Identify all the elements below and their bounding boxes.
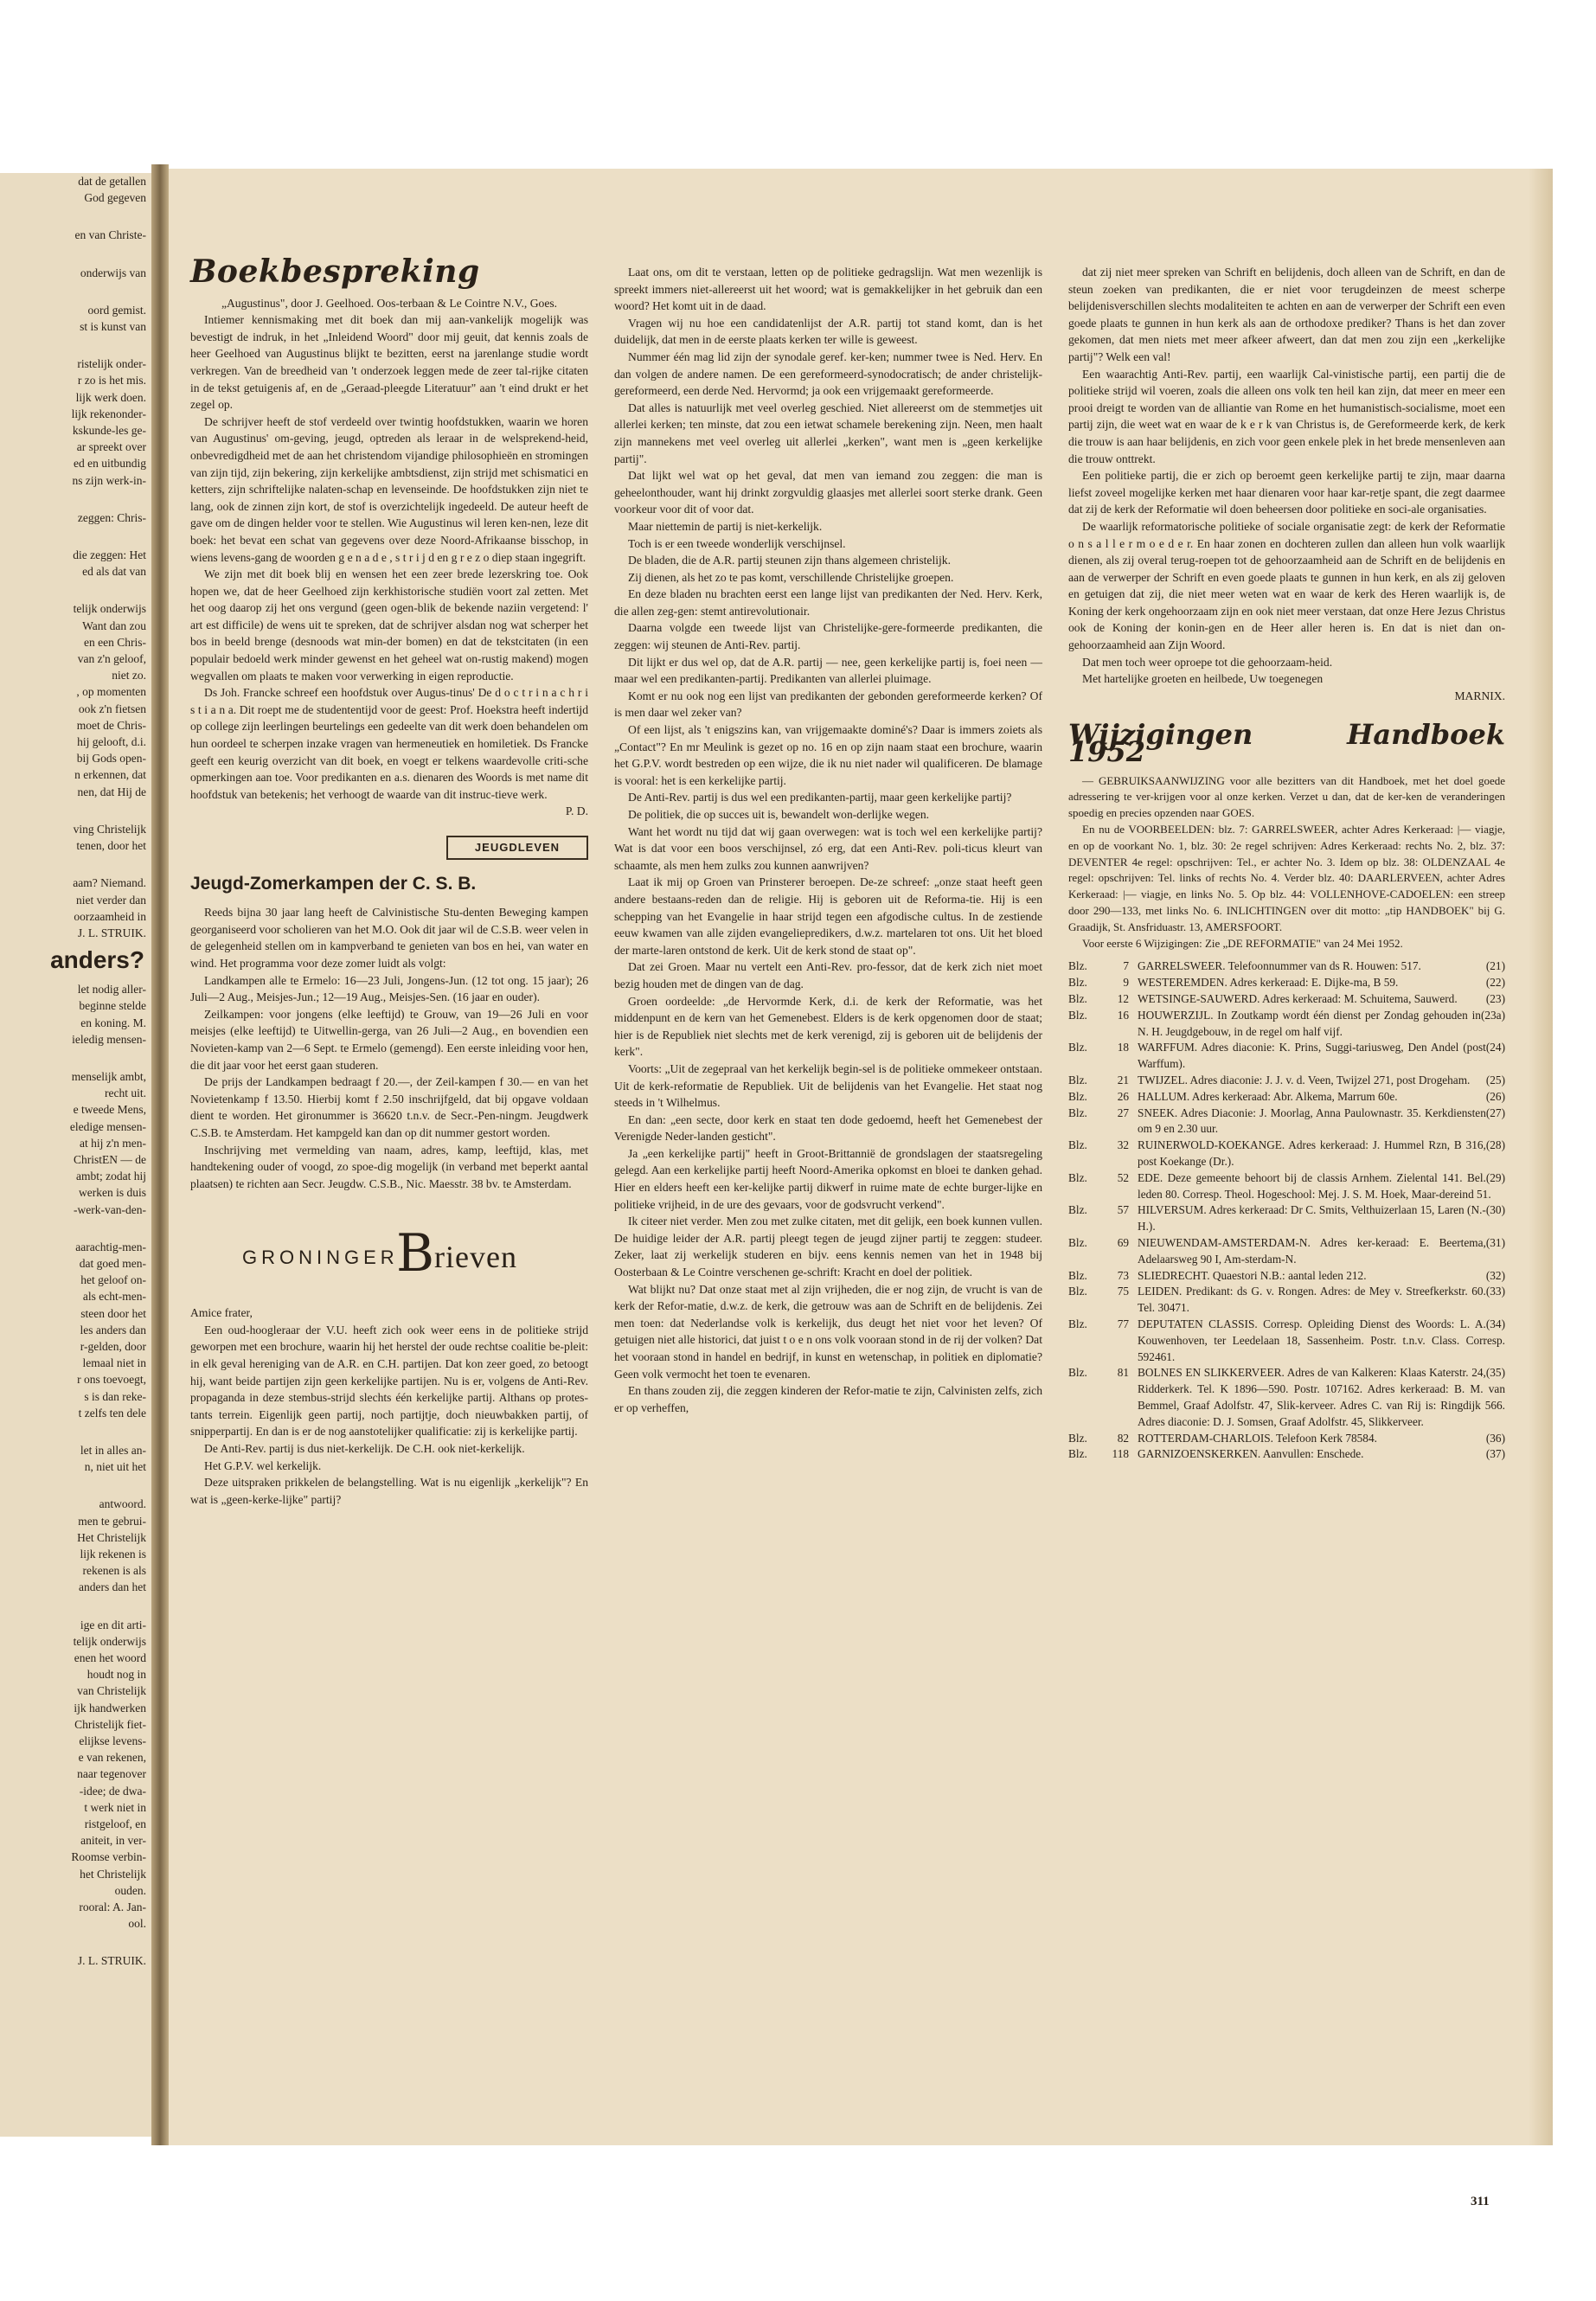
entry-blz-label: Blz. (1068, 1106, 1087, 1119)
text-line: ristelijk onder- (77, 357, 146, 371)
handboek-entry (1068, 1170, 1505, 1203)
boek-signature: P. D. (565, 804, 588, 818)
text-line: t werk niet in (84, 1800, 146, 1814)
handboek-entry (1068, 1317, 1505, 1365)
handboek-entry (1068, 1446, 1505, 1463)
entry-blz-label: Blz. (1068, 1447, 1087, 1461)
boekbespreking-title: Boekbespreking (190, 253, 480, 290)
text-line: en van Christe- (74, 228, 146, 242)
entry-page-number: 75 (1117, 1285, 1129, 1298)
text-line: ijk handwerken (74, 1701, 146, 1715)
handboek-entry (1068, 1235, 1505, 1268)
handboek-reference: Voor eerste 6 Wijzigingen: Zie „DE REFORMATIE" van 24 Mei 1952. (1082, 936, 1403, 950)
paragraph: Zij dienen, als het zo te pas komt, verschillende Christelijke groepen. (628, 570, 954, 584)
entry-text: SLIEDRECHT. Quaestori N.B.: aantal leden 212. (1138, 1268, 1367, 1282)
entry-text: SNEEK. Adres Diaconie: J. Moorlag, Anna Paulownastr. 35. Kerkdiensten om 9 en 2.30 uur. (1138, 1106, 1486, 1136)
text-line: telijk onderwijs (73, 1634, 146, 1648)
text-line: Het Christelijk (77, 1530, 146, 1544)
paragraph: Daarna volgde een tweede lijst van Christelijke-gere-formeerde predikanten, die zeggen: wij steunen de Anti-Rev. partij. (614, 621, 1042, 652)
entry-number: (21) (1485, 959, 1505, 973)
entry-blz-label: Blz. (1068, 1138, 1087, 1152)
text-line: r zo is het mis. (77, 374, 146, 388)
text-line: e tweede Mens, (73, 1103, 146, 1117)
paragraph: Groen oordeelde: „de Hervormde Kerk, d.i. de kerk der Reformatie, was het middenpunt en de kern van het Gemenebest. Elders is de kerk opgenomen door de staat; hier is de Republiek niet slechts met de kerk verenigd, zij is geboren uit de belijdenis der kerk". (614, 994, 1042, 1059)
entry-blz-label: Blz. (1068, 1285, 1087, 1298)
text-line: ed en uitbundig (74, 457, 146, 471)
entry-page-number: 118 (1112, 1447, 1129, 1461)
text-line (0, 206, 151, 227)
entry-number: (34) (1485, 1317, 1505, 1330)
text-line: recht uit. (105, 1086, 146, 1100)
boek-byline: „Augustinus", door J. Geelhoed. Oos-terbaan & Le Cointre N.V., Goes. (221, 296, 558, 310)
entry-page-number: 18 (1117, 1041, 1129, 1054)
text-line: niet zo. (112, 669, 146, 683)
entry-blz-label: Blz. (1068, 1008, 1087, 1022)
entry-blz-label: Blz. (1068, 1268, 1087, 1282)
paragraph: Inschrijving met vermelding van naam, adres, kamp, leeftijd, klas, met handtekening ouder of voogd, zo spoe-dig mogelijk (in verband met beperkt aantal plaatsen) te richten aan Secr. Jeugdw. C.S.B., Nic. Maesstr. 38 bv. te Amsterdam. (190, 1143, 588, 1190)
entry-text-wrap (1138, 1235, 1505, 1268)
entry-text: DEPUTATEN CLASSIS. Corresp. Opleiding Dienst des Woords: L. A. Kouwenhoven, ter Leedelaan 18, Sassenheim. Postr. t.n.v. Class. Corresp. 592461. (1138, 1317, 1505, 1363)
text-line: J. L. STRUIK. (77, 1954, 146, 1968)
entry-number: (36) (1485, 1431, 1505, 1445)
entry-text: LEIDEN. Predikant: ds G. v. Rongen. Adres: de Mey v. Streefkerkstr. 60. Tel. 30471. (1138, 1285, 1486, 1315)
entry-text: HOUWERZIJL. In Zoutkamp wordt één dienst per Zondag gehouden in N. H. Jeugdgebouw, in de regel om half vijf. (1138, 1008, 1481, 1038)
text-line: lemaal niet in (82, 1356, 146, 1370)
entry-blz-label: Blz. (1068, 1431, 1087, 1445)
text-line: God gegeven (84, 191, 146, 205)
text-line: als echt-men- (82, 1290, 146, 1304)
text-line (0, 526, 151, 547)
text-line: beginne stelde (79, 999, 146, 1013)
entry-page-number: 16 (1117, 1008, 1129, 1022)
text-line: , op momenten (76, 685, 146, 699)
brieven-continued-body (614, 264, 1042, 1416)
paragraph: Dat men toch weer oproepe tot die gehoorzaam-heid. (1082, 655, 1333, 669)
text-line (0, 281, 151, 302)
entry-page-number: 9 (1123, 976, 1129, 990)
column-2 (614, 264, 1042, 1416)
boek-review-body (190, 311, 588, 803)
entry-text-wrap (1138, 1317, 1505, 1365)
paragraph: Reeds bijna 30 jaar lang heeft de Calvinistische Stu-denten Beweging kampen georganiseerd voor scholieren van het M.O. Ook dit jaar wil de C.S.B. weer velen in de gelegenheid stellen om in kampverband te genieten van bos en hei, van water en wind. Het programma voor deze zomer luidt als volgt: (190, 906, 588, 970)
paragraph: Intiemer kennismaking met dit boek dan mij aan-vankelijk mogelijk was bevestigt de indruk, in het „Inleidend Woord" door mij geuit, dat kennis zoals de heer Geelhoed van Augustinus blijkt te bezitten, eerst na jarenlange studie wordt verkregen. Van de breedheid van 't onderzoek leggen mede de zeer tal-rijke citaten in de tekst getuigenis af, en de „Geraad-pleegde Literatuur" aan 't eind drukt er het zegel op. (190, 313, 588, 412)
entry-text-wrap (1138, 1284, 1505, 1317)
text-line: at hij z'n men- (79, 1136, 146, 1150)
text-line (0, 1932, 151, 1952)
paragraph: De prijs der Landkampen bedraagt f 20.—, der Zeil-kampen f 30.— en van het Novietenkamp f 13.50. Hierbij komt f 2.50 inschrijfgeld, dat bij opgave voldaan dient te worden. Het gironummer is 36620 t.n.v. de Secr.-Pen-ningm. Jeugdwerk C.S.B. te Amsterdam. Het kampgeld kan dan op dit nummer gestort worden. (190, 1075, 588, 1139)
text-line (0, 800, 151, 821)
left-page-text-top (0, 173, 151, 941)
handboek-title: Wijzigingen Handboek 1952 (1068, 718, 1505, 769)
text-line: Want dan zou (82, 619, 146, 632)
text-line: houdt nog in (87, 1668, 146, 1682)
text-line: let in alles an- (80, 1443, 146, 1457)
jeugdleven-label: JEUGDLEVEN (446, 836, 588, 860)
brieven-body (190, 1322, 588, 1509)
entry-page-number: 21 (1117, 1073, 1129, 1086)
entry-text: WESTEREMDEN. Adres kerkeraad: E. Dijke-ma, B 59. (1138, 976, 1399, 990)
handboek-entry (1068, 1040, 1505, 1073)
jeugd-heading: Jeugd-Zomerkampen der C. S. B. (190, 873, 477, 894)
text-line: aarachtig-men- (75, 1240, 146, 1253)
jeugd-body (190, 904, 588, 1192)
entry-number: (29) (1485, 1170, 1505, 1184)
text-line (0, 489, 151, 510)
paragraph: Ds Joh. Francke schreef een hoofdstuk over Augus-tinus' De d o c t r i n a c h r i s t i a n a. Dit roept me de studententijd voor de geest: Prof. Hoekstra heeft indertijd op college zijn leerlingen beurtelings een gedeelte van dit werk doen behandelen om hun oordeel te scherpen inzake vragen van hermeneutiek en homiletiek. Ds Francke geeft een keurig overzicht van dit boek, en voegt er telkens waardevolle criti-sche opmerkingen aan toe. Voor predikanten en a.s. dienaren des Woords is met name dit hoofdstuk van betekenis; het verhoogt de waarde van dit instruc-tieve werk. (190, 686, 588, 801)
handboek-entry (1068, 975, 1505, 991)
text-line: niet verder dan (76, 893, 146, 907)
entry-text: BOLNES EN SLIKKERVEER. Adres de van Kalkeren: Klaas Katerstr. 24, Ridderkerk. Tel. K 1896—590. Postr. 107162. Adres kerkeraad: B. M. van Bemmel, Graaf Adolfstr. 47, Slik-kerveer. Adres C. van Rij is: Ringdijk 566. Adres diaconie: D. J. Somsen, Graaf Adolfstr. 45, Slikkerveer. (1138, 1366, 1505, 1428)
page-number: 311 (1471, 2195, 1490, 2208)
text-line (0, 1475, 151, 1496)
text-line: men te gebrui- (78, 1514, 146, 1528)
paragraph: Het G.P.V. wel kerkelijk. (204, 1458, 322, 1472)
paragraph: De Anti-Rev. partij is dus wel een predikanten-partij, maar geen kerkelijke partij? (628, 791, 1012, 804)
entry-text-wrap (1138, 1202, 1505, 1235)
paragraph: Dat alles is natuurlijk met veel overleg geschied. Niet allereerst om de stemmetjes uit allerlei kerken; ten minste, dat zou een ietwat schamele berekening zijn. Neen, men haalt zijn mannekens met veel overleg uit allerlei „kerken", want men is „geen kerkelijke partij". (614, 401, 1042, 465)
text-line: en koning. M. (80, 1016, 146, 1029)
entry-number: (23a) (1480, 1008, 1505, 1022)
entry-number: (24) (1485, 1041, 1505, 1054)
paragraph: Want het wordt nu tijd dat wij gaan overwegen: wat is toch wel een kerkelijke partij? Wat is dat voor een boos verschijnsel, zó erg, dat een Anti-Rev. poli-ticus kleurt van schaamte, als men hem zulks zou kunnen aanwrijven? (614, 824, 1042, 872)
entry-text-wrap (1138, 975, 1505, 991)
text-line: n erkennen, dat (74, 768, 146, 782)
text-line: st is kunst van (80, 320, 146, 334)
text-line: en een Chris- (84, 635, 146, 649)
text-line: -idee; de dwa- (79, 1784, 146, 1798)
entry-text-wrap (1138, 991, 1505, 1008)
text-line: aam? Niemand. (73, 876, 146, 890)
paragraph: Dat zei Groen. Maar nu vertelt een Anti-Rev. pro-fessor, dat de kerk zich niet moet bezig houden met de dingen van de dag. (614, 960, 1042, 990)
text-line: s is dan reke- (84, 1389, 146, 1403)
text-line: lijk werk doen. (75, 390, 146, 404)
entry-page-number: 81 (1117, 1366, 1129, 1380)
handboek-entry (1068, 1138, 1505, 1170)
entry-text-wrap (1138, 1170, 1505, 1203)
entry-blz-label: Blz. (1068, 1317, 1087, 1330)
text-line: ed als dat van (82, 565, 146, 579)
handboek-voorbeelden: En nu de VOORBEELDEN: blz. 7: GARRELSWEER, achter Adres Kerkeraad: |— viagje, en op de voorkant No. 1, blz. 30: 2e regel schrijven: Adres Kerkeraad: rechts No. 2, blz. 37: DEVENTER 4e regel: opschrijven: Tel., er achter No. 3. Idem op blz. 38: OLDENZAAL 4e regel: opschrijven: Tel. links of rechts No. 4. Verder blz. 40: DAARLERVEEN, achter Adres Kerkeraad: |— viagje, en links No. 5. Op blz. 44: VOLLENHOVE-CADOELEN: een streep door 290—133, met links No. 6. INLICHTINGEN over dit motto: „tip HANDBOEK" bij G. Graadijk, St. Ansfriduastr. 13, AMERSFOORT. (1068, 823, 1505, 933)
text-line: die zeggen: Het (73, 548, 146, 562)
text-line: let nodig aller- (77, 983, 146, 997)
entry-page-number: 52 (1117, 1170, 1129, 1184)
left-page-heading: anders? (50, 946, 144, 974)
entry-text-wrap (1138, 1073, 1505, 1089)
text-line: J. L. STRUIK. (77, 926, 146, 939)
entry-blz-label: Blz. (1068, 1366, 1087, 1380)
text-line: ns zijn werk-in- (72, 473, 146, 487)
entry-number: (33) (1485, 1285, 1505, 1298)
entry-blz-label: Blz. (1068, 1073, 1087, 1086)
paragraph: Een politieke partij, die er zich op beroemt geen kerkelijke partij te zijn, maar daarna liefst zoveel mogelijke kerken met haar dienaren voor haar kar-retje spant, die zegt daarmee dat zij de kerk der Reformatie wil doen beheersen door politieke en soci-ale organisaties. (1068, 469, 1505, 516)
text-line: van Christelijk (77, 1684, 146, 1698)
text-line: ieledig mensen- (72, 1032, 146, 1046)
entry-page-number: 73 (1117, 1268, 1129, 1282)
text-line: tenen, door het (76, 839, 146, 853)
text-line: dat de getallen (78, 175, 146, 188)
right-page (169, 169, 1553, 2208)
text-line: onderwijs van (80, 266, 146, 279)
brieven-word: rieven (434, 1240, 517, 1275)
handboek-entry (1068, 1089, 1505, 1106)
text-line: telijk onderwijs (73, 602, 146, 616)
entry-number: (25) (1485, 1073, 1505, 1086)
paragraph: Voorts: „Uit de zegepraal van het kerkelijk begin-sel is de politieke ommekeer ontstaan. Uit de kerk-reformatie de Republiek. Uit de belijdenis van het Evangelie. Het staat nog steeds in 't Wilhelmus. (614, 1061, 1042, 1110)
entry-text-wrap (1138, 1138, 1505, 1170)
text-line: ChristEN — de (74, 1152, 146, 1166)
text-line (0, 854, 151, 875)
entry-page-number: 69 (1117, 1235, 1129, 1249)
entry-text-wrap (1138, 1365, 1505, 1430)
text-line: anders dan het (79, 1580, 146, 1594)
text-line: Roomse verbin- (71, 1850, 146, 1864)
handboek-entry (1068, 991, 1505, 1008)
paragraph: Vragen wij nu hoe een candidatenlijst der A.R. partij tot stand komt, dan is het duidelijk, dat men in de eerste plaats kerken ter wille is geweest. (614, 316, 1042, 347)
paragraph: Laat ik mij op Groen van Prinsterer beroepen. De-ze schreef: „onze staat heeft geen andere bestaans-reden dan de religie. Hij is geboren uit de Reforma-tie. Hij is een schepping van het Evangelie in haar strijd tegen een afgodische cultus. In de zestiende eeuw kwamen van alle zijden evangeliepredikers, d.w.z. martelaren tot ons. Uit het bloed der marte-laren ontstond de kerk. Uit de kerk stond de staat op". (614, 875, 1042, 957)
column-3 (1068, 264, 1505, 1463)
text-line: het geloof on- (80, 1273, 146, 1287)
entry-page-number: 77 (1117, 1317, 1129, 1330)
text-line: elijkse levens- (79, 1734, 146, 1748)
entry-number: (27) (1485, 1106, 1505, 1119)
text-line: t zelfs ten dele (78, 1406, 146, 1420)
brieven-initial: B (396, 1223, 435, 1285)
text-line: menselijk ambt, (71, 1069, 146, 1083)
entry-number: (26) (1485, 1089, 1505, 1103)
paragraph: Ik citeer niet verder. Men zou met zulke citaten, met dit gelijk, een boek kunnen vullen. De huidige leider der A.R. partij pleegt tegen de jeugd zijner partij te zeggen: studeer. Zeker, laat zij werkelijk studeren en bijv. eens kennis nemen van het in 1948 bij Oosterbaan & Le Cointre verschenen ge-schrift: Kracht en doel der politiek. (614, 1215, 1042, 1279)
text-line: n, niet uit het (84, 1460, 146, 1474)
entry-text-wrap (1138, 1106, 1505, 1138)
entry-text: HILVERSUM. Adres kerkeraad: Dr C. Smits, Velthuizerlaan 15, Laren (N.-H.). (1138, 1203, 1486, 1234)
entry-page-number: 32 (1117, 1138, 1129, 1152)
entry-page-number: 82 (1117, 1431, 1129, 1445)
text-line: bij Gods open- (76, 752, 146, 766)
text-line: lijk rekenonder- (71, 407, 146, 420)
entry-number: (31) (1485, 1235, 1505, 1249)
entry-text: EDE. Deze gemeente behoort bij de classis Arnhem. Zielental 141. Bel. leden 80. Corresp. Theol. Hogeschool: Mej. J. S. M. Hoek, Maar-dereind 51. (1138, 1170, 1491, 1201)
entry-text: GARRELSWEER. Telefoonnummer van ds R. Houwen: 517. (1138, 959, 1421, 973)
left-page-text-bottom (0, 981, 151, 1970)
paragraph: Dat lijkt wel wat op het geval, dat men van iemand zou zeggen: die man is geheelonthouder, want hij drinkt zorgvuldig glaasjes met allerlei soort sterke drank. Geen voorkeur voor dit of voor dat. (614, 469, 1042, 516)
entry-blz-label: Blz. (1068, 959, 1087, 973)
handboek-entry (1068, 1284, 1505, 1317)
paragraph: Ja „een kerkelijke partij" heeft in Groot-Brittannië de grondslagen der staatsregeling gelegd. Aan een kerkelijke partij heeft Noord-Amerika opkomst en bloei te danken gehad. Hier en elders heeft een ker-kelijke partij dikwerf in ruime mate de echte burger-lijke en politieke vrijheid, in de ure des gevaars, voor de godsvrucht verkend". (614, 1146, 1042, 1211)
entry-blz-label: Blz. (1068, 1203, 1087, 1217)
entry-text-wrap (1138, 1268, 1505, 1285)
paragraph: En deze bladen nu brachten eerst een lange lijst van predikanten der Ned. Herv. Kerk, die allen zeg-gen: stemt antirevolutionair. (614, 587, 1042, 618)
text-line: antwoord. (99, 1497, 146, 1511)
groninger-brieven-title (190, 1223, 588, 1287)
text-line: eledige mensen- (69, 1119, 146, 1133)
paragraph: Wat blijkt nu? Dat onze staat met al zijn vrijheden, die er nog zijn, de vrucht is van de kerk der Refor-matie, d.w.z. de kerk, die getrouw was aan de Schrift en de belijdenis. Zei men toen: dat Nederlandse volk is kerkelijk, dus deugt het niet voor het leven? Of getuigen niet alle historici, dat juist t o e n ons volk vooraan stond in de rij der volken? Dat het vooraan stond in handel en bedrijf, in kunst en wetenschap, in politiek en diplomatie? Geen volk vermocht het toen te evenaren. (614, 1282, 1042, 1381)
text-line: rekenen is als (82, 1564, 146, 1578)
text-line: zeggen: Chris- (77, 510, 146, 524)
entry-text: WARFFUM. Adres diaconie: K. Prins, Suggi-tariusweg, Den Andel (post Warffum). (1138, 1041, 1486, 1071)
brieven-salutation: Amice frater, (190, 1306, 253, 1320)
entry-blz-label: Blz. (1068, 991, 1087, 1005)
left-page-fragment (0, 173, 151, 2137)
text-line (0, 1596, 151, 1617)
paragraph: Laat ons, om dit te verstaan, letten op de politieke gedragslijn. Wat men wezenlijk is spreekt immers niet-allereerst uit het woord; wat is gemakkelijker in het gebruik dan een woord? Het komt uit in de daad. (614, 266, 1042, 313)
paragraph: Zeilkampen: voor jongens (elke leeftijd) te Grouw, van 19—26 Juli en voor meisjes (elke leeftijd) te Uitwellin-gerga, van 26 Juli—2 Aug., en bovendien een Novieten-kamp van 2—6 Sept. te Ermelo (gemengd). Een eerste inleiding voor hen, die dit jaar voor het eerst gaan studeren. (190, 1007, 588, 1072)
entry-text: HALLUM. Adres kerkeraad: Abr. Alkema, Marrum 60e. (1138, 1089, 1398, 1103)
paragraph: dat zij niet meer spreken van Schrift en belijdenis, doch alleen van de Schrift, en dan de steun zoeken van predikanten, die er niet voor terugdeinzen de meest scherpe belijdenisverschillen slechts modaliteiten te achten en aan de verwerper der Schrift een even goede plaats te gunnen in hun kerk als aan de orthodoxe prediker? Thans is het dan zover gekomen, dat men niets met meer afkeer afweert, dan dat men zou zijn een „kerkelijke partij"? Welk een val! (1068, 266, 1505, 363)
text-line: naar tegenover (77, 1767, 146, 1781)
text-line: r-gelden, door (80, 1339, 146, 1353)
paragraph: Komt er nu ook nog een lijst van predikanten der gebonden gereformeerde kerken? Of is men daar wel zeker van? (614, 689, 1042, 720)
entry-number: (35) (1485, 1366, 1505, 1380)
entry-number: (30) (1485, 1203, 1505, 1217)
entry-page-number: 7 (1123, 959, 1129, 973)
text-line: dat goed men- (79, 1256, 146, 1270)
text-line: e van rekenen, (78, 1751, 146, 1765)
text-line: ving Christelijk (73, 822, 146, 836)
text-line (0, 1421, 151, 1442)
entry-blz-label: Blz. (1068, 1089, 1087, 1103)
text-line: aniteit, in ver- (80, 1834, 146, 1848)
text-line: oorzaamheid in (74, 909, 146, 923)
entry-number: (32) (1485, 1268, 1505, 1282)
entry-blz-label: Blz. (1068, 976, 1087, 990)
text-line: steen door het (80, 1306, 146, 1320)
text-line: -werk-van-den- (74, 1202, 146, 1216)
paragraph: De Anti-Rev. partij is dus niet-kerkelijk. De C.H. ook niet-kerkelijk. (204, 1442, 525, 1456)
brieven-conclusion-body (1068, 264, 1505, 688)
handboek-entry (1068, 1202, 1505, 1235)
paragraph: Deze uitspraken prikkelen de belangstelling. Wat is nu eigenlijk „kerkelijk"? En wat is „geen-kerke-lijke" partij? (190, 1476, 588, 1506)
text-line (0, 1048, 151, 1068)
handboek-entry (1068, 1008, 1505, 1041)
entry-text-wrap (1138, 958, 1505, 975)
handboek-entries (1068, 958, 1505, 1463)
entry-number: (28) (1485, 1138, 1505, 1152)
text-line: les anders dan (80, 1323, 146, 1336)
text-line: oord gemist. (87, 303, 146, 317)
text-line: ool. (128, 1917, 146, 1931)
text-line: r ons toevoegt, (77, 1373, 146, 1387)
text-line: kskunde-les ge- (72, 424, 146, 438)
handboek-entry (1068, 1268, 1505, 1285)
entry-text-wrap (1138, 1089, 1505, 1106)
text-line: van z'n geloof, (77, 652, 146, 666)
entry-text-wrap (1138, 1040, 1505, 1073)
text-line: moet de Chris- (76, 718, 146, 732)
text-line: ristgeloof, en (84, 1817, 146, 1831)
entry-page-number: 27 (1117, 1106, 1129, 1119)
handboek-entry (1068, 958, 1505, 975)
handboek-entry (1068, 1073, 1505, 1089)
paragraph: En thans zouden zij, die zeggen kinderen der Refor-matie te zijn, Calvinisten zelfs, zich er op verheffen, (614, 1384, 1042, 1414)
handboek-intro: — GEBRUIKSAANWIJZING voor alle bezitters van dit Handboek, met het doel goede adressering te ver-krijgen voor al onze kerken. Verzet u dan, dat de ker-ken de veranderingen spoedig en precies opzenden naar GOES. (1068, 773, 1505, 820)
entry-text: RUINERWOLD-KOEKANGE. Adres kerkeraad: J. Hummel Rzn, B 316, post Koekange (Dr.). (1138, 1138, 1486, 1168)
paragraph: Dit lijkt er dus wel op, dat de A.R. partij — nee, geen kerkelijke partij is, foei neen — maar wel een predikanten-partij. Predikanten van allerlei pluimage. (614, 655, 1042, 686)
entry-number: (37) (1485, 1447, 1505, 1461)
text-line: ook z'n fietsen (78, 702, 146, 715)
paragraph: De bladen, die de A.R. partij steunen zijn thans algemeen christelijk. (628, 554, 951, 567)
text-line: enen het woord (74, 1651, 146, 1665)
text-line: ouden. (114, 1883, 146, 1897)
text-line: ige en dit arti- (80, 1618, 146, 1631)
text-line: nen, dat Hij de (77, 785, 146, 798)
entry-page-number: 12 (1117, 991, 1129, 1005)
paragraph: Toch is er een tweede wonderlijk verschijnsel. (628, 536, 846, 550)
paragraph: Maar niettemin de partij is niet-kerkelijk. (628, 519, 823, 533)
entry-page-number: 26 (1117, 1089, 1129, 1103)
paragraph: Landkampen alle te Ermelo: 16—23 Juli, Jongens-Jun. (12 tot ong. 15 jaar); 26 Juli—2 Aug., Meisjes-Jun.; 12—19 Aug., Meisjes-Sen. (16 jaar en ouder). (190, 973, 588, 1004)
entry-page-number: 57 (1117, 1203, 1129, 1217)
entry-text-wrap (1138, 1446, 1505, 1463)
paragraph: En dan: „een secte, door kerk en staat ten dode gedoemd, heeft het Gemenebest der Verenigde Neder-landen gesticht". (614, 1112, 1042, 1144)
entry-text: TWIJZEL. Adres diaconie: J. J. v. d. Veen, Twijzel 271, post Drogeham. (1138, 1073, 1471, 1086)
entry-text-wrap (1138, 1008, 1505, 1041)
entry-text-wrap (1138, 1431, 1505, 1447)
column-1 (190, 253, 588, 1508)
text-line: het Christelijk (80, 1867, 146, 1881)
paragraph: Een oud-hoogleraar der V.U. heeft zich ook weer eens in de politieke strijd geworpen met een brochure, waarin hij het herstel der oude rechtse coalitie be-pleit: in elk geval hereniging van de A.R. en C.H. partijen. Dat kon zeer goed, zo betoogt hij, want beide partijen zijn geen kerkelijke partijen. Nu is er, volgens de Anti-Rev. propaganda in deze stembus-strijd slechts één kerkelijke partij. Althans op protes-tants terrein. Eigenlijk geen partij, noch partijtje, doch nieuwbakken partij, of snipperpartij. En dan is er de nog aanstotelijker qualificatie: zij is kerkelijke partij. (190, 1323, 588, 1439)
paragraph: De waarlijk reformatorische politieke of sociale organisatie zegt: de kerk der Reformatie o n s a l l e r m o e d e r. En haar zonen en dochteren zullen dan alleen hun volk waarlijk dienen, als zij overal terug-roepen tot de gehoorzaamheid aan de Schrift en de belijdenis en aan de verwerper der Schrift en even goede plaats te gunnen in hun kerk, en als zij geloven en getuigen dat zij, die niet meer weten wat en waar de kerk des Heren waarlijk is, de Koning der kerk ongehoorzaam zijn en ook niet meer verstaan, dat onze Here Jezus Christus ook de Koning der konin-gen en de Heer aller heren is. En dat is niet dan on-gehoorzaamheid aan Zijn Woord. (1068, 519, 1505, 652)
entry-text: GARNIZOENSKERKEN. Aanvullen: Enschede. (1138, 1447, 1364, 1461)
text-line: lijk rekenen is (80, 1548, 146, 1561)
text-line: ambt; zodat hij (76, 1170, 146, 1183)
text-line: rooral: A. Jan- (79, 1900, 146, 1914)
text-line: ar spreekt over (76, 440, 146, 454)
paragraph: Een waarachtig Anti-Rev. partij, een waarlijk Cal-vinistische partij, een partij die de politieke strijd wil voeren, zoals die alleen ons volk ten heil kan zijn, dat meer en meer een prooi dreigt te worden van de alliantie van Rome en het humanistisch-socialisme, moet een partij zijn, die weet wat en waar de k e r k van Christus is, de Gereformeerde kerk, de kerk die trouw is aan haar belijdenis, en zich voor geen enkele plek in het brede mensenleven aan die trouw onttrekt. (1068, 367, 1505, 465)
handboek-entry (1068, 1365, 1505, 1430)
entry-number: (22) (1485, 976, 1505, 990)
text-line: hij gelooft, d.i. (77, 735, 146, 749)
handboek-entry (1068, 1431, 1505, 1447)
book-gutter (151, 164, 169, 2145)
entry-number: (23) (1485, 991, 1505, 1005)
text-line (0, 580, 151, 600)
entry-blz-label: Blz. (1068, 1041, 1087, 1054)
paragraph: We zijn met dit boek blij en wensen het een zeer brede lezerskring toe. Ook hopen we, dat de heer Geelhoed zijn kerkhistorische studiën voort zal zetten. Met het oog daarop zij het ons vergund (geen ogen-blik de bekende naziin vergetend: l' art est difficile) de wens uit te spreken, dat de schrijver alsdan nog wat scherper het bos in beeld brenge (desnoods wat min-der bomen) en dat de tekstcitaten (in een populair bedoeld werk minder gewenst en het geheel wat on-rustig makend) mogen wegvallen om plaats te maken voor verwerking in eigen reproductie. (190, 567, 588, 683)
entry-blz-label: Blz. (1068, 1170, 1087, 1184)
paragraph: Of een lijst, als 't enigszins kan, van vrijgemaakte dominé's? Daar is immers zoiets als „Contact"? En mr Meulink is gezet op no. 16 en op zijn naam staat een brochure, waarin het G.P.V. wordt bestreden op een wijze, die ik nu niet nader wil qualificeren. De blamage is vooral: het is een kerkelijke partij. (614, 723, 1042, 787)
groninger-word: GRONINGER (242, 1247, 399, 1269)
text-line: werken is duis (79, 1186, 146, 1200)
entry-text: WETSINGE-SAUWERD. Adres kerkeraad: M. Schuitema, Sauwerd. (1138, 991, 1458, 1005)
paragraph: De schrijver heeft de stof verdeeld over twintig hoofdstukken, waarin we horen van Augustinus' om-geving, jeugd, optreden als leraar in de welsprekend-heid, onbevredigdheid met de aan het christendom vijandige philosophieën en stromingen van zijn tijd, zijn bekering, zijn kerkelijke ambtsdienst, zijn strijd met schismatici en ketters, zijn schriftelijke nalaten-schap en levenseinde. De hoofdstukken zijn niet te lang, ook de zinnen zijn kort, de stof is overzichtelijk ingedeeld. De auteur heeft de gave om de dingen helder voor te stellen. Wie Augustinus wil leren ken-nen, leze dit boek: het bevat een schat van gegevens over deze Noord-Afrikaanse bisschop, in wiens levens-gang de woorden g e n a d e , s t r i j d en g r e z o diep staan ingegrift. (190, 414, 588, 564)
marnix-signature: MARNIX. (1454, 689, 1505, 702)
text-line (0, 1218, 151, 1239)
paragraph: Met hartelijke groeten en heilbede, Uw toegenegen (1082, 672, 1324, 686)
text-line (0, 335, 151, 356)
paragraph: Nummer één mag lid zijn der synodale geref. ker-ken; nummer twee is Ned. Herv. En dan volgen de andere namen. De een gereformeerd-synodocratisch; de ander christelijk-gereformeerd, een derde Ned. Hervormd; ja ook een vrijgemaakt gereformeerde. (614, 349, 1042, 398)
entry-text: ROTTERDAM-CHARLOIS. Telefoon Kerk 78584. (1138, 1431, 1377, 1445)
handboek-entry (1068, 1106, 1505, 1138)
text-line (0, 244, 151, 265)
paragraph: De politiek, die op succes uit is, bewandelt won-derlijke wegen. (628, 808, 930, 821)
text-line: Christelijk fiet- (74, 1717, 146, 1731)
entry-blz-label: Blz. (1068, 1235, 1087, 1249)
entry-text: NIEUWENDAM-AMSTERDAM-N. Adres ker-keraad: E. Beertema, Adelaarsweg 90 I, Am-sterdam-N. (1138, 1235, 1486, 1266)
